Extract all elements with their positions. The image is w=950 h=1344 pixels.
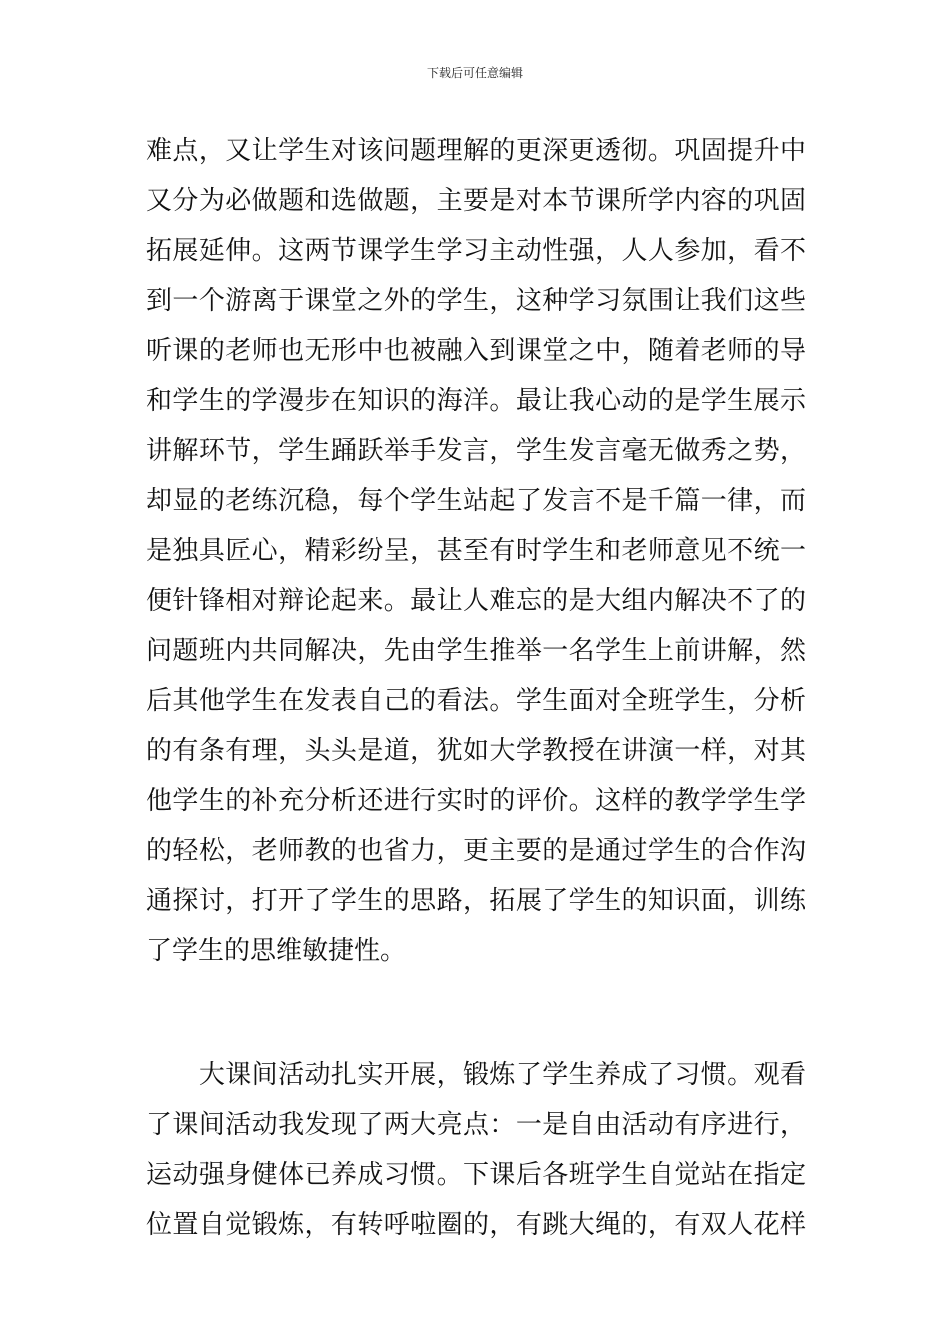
text-line: 位置自觉锻炼，有转呼啦圈的，有跳大绳的，有双人花样 [146,1210,806,1240]
text-line: 难点，又让学生对该问题理解的更深更透彻。巩固提升中 [146,136,806,166]
text-line: 运动强身健体已养成习惯。下课后各班学生自觉站在指定 [146,1160,806,1190]
text-line: 和学生的学漫步在知识的海洋。最让我心动的是学生展示 [146,386,806,416]
text-line: 了课间活动我发现了两大亮点：一是自由活动有序进行， [146,1110,806,1140]
text-line: 问题班内共同解决，先由学生推举一名学生上前讲解，然 [146,636,806,666]
text-line: 便针锋相对辩论起来。最让人难忘的是大组内解决不了的 [146,586,806,616]
text-line: 又分为必做题和选做题，主要是对本节课所学内容的巩固 [146,186,806,216]
text-line: 的轻松，老师教的也省力，更主要的是通过学生的合作沟 [146,836,806,866]
text-line: 听课的老师也无形中也被融入到课堂之中，随着老师的导 [146,336,806,366]
paragraph-2 [146,1050,806,1250]
paragraph-1 [146,126,806,976]
text-line: 后其他学生在发表自己的看法。学生面对全班学生，分析 [146,686,806,716]
text-line: 通探讨，打开了学生的思路，拓展了学生的知识面，训练 [146,886,806,916]
text-line: 是独具匠心，精彩纷呈，甚至有时学生和老师意见不统一 [146,536,806,566]
text-line: 了学生的思维敏捷性。 [146,936,407,966]
page-header: 下载后可任意编辑 [426,66,523,80]
text-line: 到一个游离于课堂之外的学生，这种学习氛围让我们这些 [146,286,806,316]
text-line: 讲解环节，学生踊跃举手发言，学生发言毫无做秀之势， [146,436,806,466]
text-line: 的有条有理，头头是道，犹如大学教授在讲演一样，对其 [146,736,806,766]
text-line: 大课间活动扎实开展，锻炼了学生养成了习惯。观看 [146,1060,806,1090]
text-line: 却显的老练沉稳，每个学生站起了发言不是千篇一律，而 [146,486,806,516]
paragraph-spacer [146,976,806,1050]
text-line: 他学生的补充分析还进行实时的评价。这样的教学学生学 [146,786,806,816]
document-body [146,126,806,1250]
text-line: 拓展延伸。这两节课学生学习主动性强，人人参加，看不 [146,236,806,266]
